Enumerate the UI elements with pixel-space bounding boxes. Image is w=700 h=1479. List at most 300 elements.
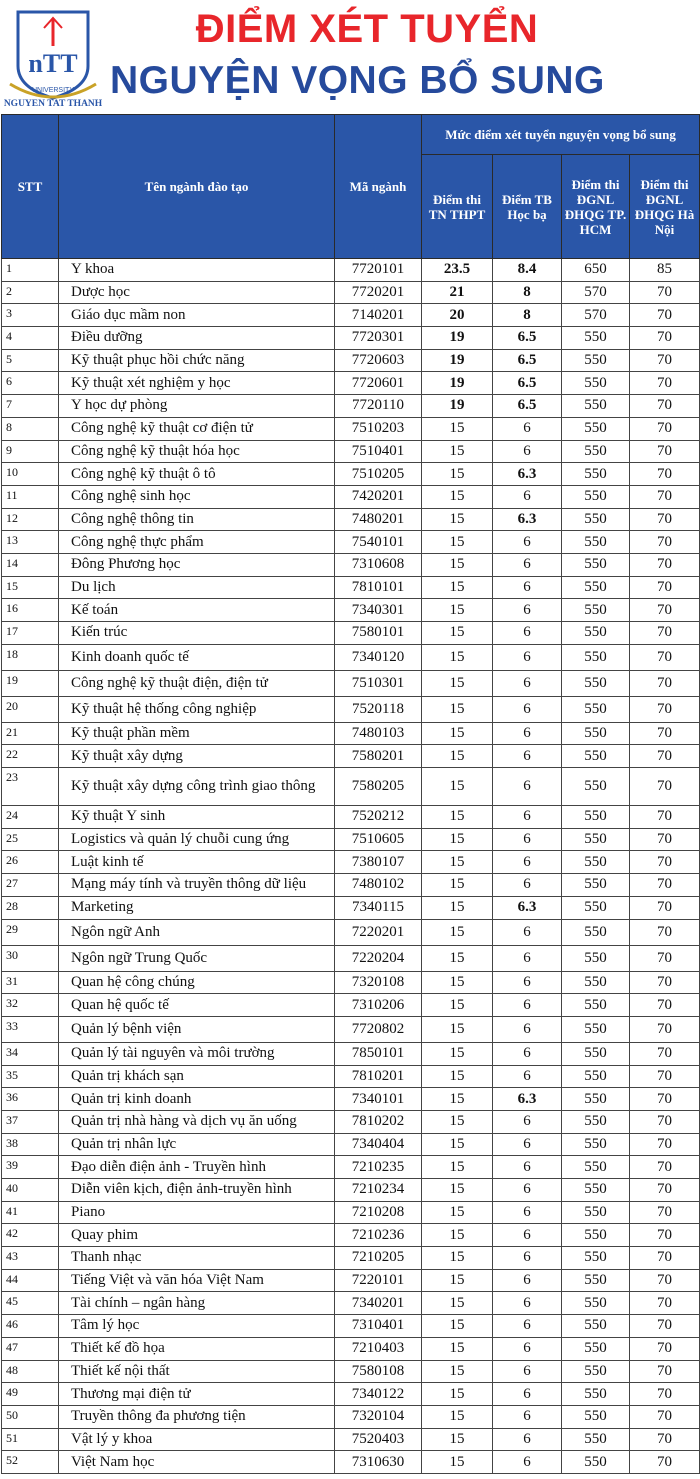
row-dgnl-hanoi: 70 [630,644,700,670]
row-hocba: 6.5 [493,349,562,372]
row-dgnl-hcm: 550 [562,874,630,897]
table-row [2,670,700,696]
row-name: Thanh nhạc [59,1247,335,1270]
row-dgnl-hanoi: 70 [630,851,700,874]
row-stt: 4 [2,327,59,350]
row-thpt: 23.5 [422,259,493,282]
row-name: Thương mại điện tử [59,1383,335,1406]
row-hocba: 6 [493,722,562,745]
row-thpt: 15 [422,896,493,919]
row-stt: 21 [2,722,59,745]
row-hocba: 6 [493,1201,562,1224]
row-hocba: 6 [493,1110,562,1133]
row-thpt: 15 [422,599,493,622]
row-dgnl-hanoi: 70 [630,994,700,1017]
row-dgnl-hcm: 550 [562,1179,630,1202]
row-thpt: 15 [422,1016,493,1042]
row-dgnl-hanoi: 70 [630,1179,700,1202]
header-hocba: Điểm TB Học bạ [493,155,562,259]
row-hocba: 6 [493,576,562,599]
row-thpt: 15 [422,670,493,696]
row-dgnl-hcm: 550 [562,1337,630,1360]
row-stt: 2 [2,281,59,304]
row-dgnl-hcm: 550 [562,1224,630,1247]
row-name: Thiết kế nội thất [59,1360,335,1383]
table-row [2,1337,700,1360]
row-code: 7340122 [335,1383,422,1406]
row-dgnl-hcm: 550 [562,372,630,395]
row-code: 7480201 [335,508,422,531]
row-thpt: 15 [422,1337,493,1360]
row-stt: 27 [2,874,59,897]
row-stt: 52 [2,1451,59,1474]
row-thpt: 15 [422,828,493,851]
row-code: 7340101 [335,1088,422,1111]
row-stt: 43 [2,1247,59,1270]
table-row [2,644,700,670]
table-row [2,768,700,806]
row-hocba: 6 [493,1383,562,1406]
row-thpt: 15 [422,1042,493,1065]
row-name: Kỹ thuật hệ thống công nghiệp [59,696,335,722]
row-code: 7210235 [335,1156,422,1179]
row-dgnl-hcm: 550 [562,1451,630,1474]
row-stt: 48 [2,1360,59,1383]
row-code: 7310401 [335,1315,422,1338]
row-stt: 15 [2,576,59,599]
row-name: Mạng máy tính và truyền thông dữ liệu [59,874,335,897]
row-dgnl-hanoi: 70 [630,395,700,418]
row-dgnl-hcm: 570 [562,281,630,304]
row-code: 7720603 [335,349,422,372]
row-name: Quản trị khách sạn [59,1065,335,1088]
row-stt: 44 [2,1269,59,1292]
row-dgnl-hanoi: 70 [630,1360,700,1383]
row-dgnl-hcm: 550 [562,485,630,508]
row-name: Luật kinh tế [59,851,335,874]
table-row [2,327,700,350]
row-name: Thiết kế đồ họa [59,1337,335,1360]
table-row [2,508,700,531]
row-name: Y khoa [59,259,335,282]
row-dgnl-hcm: 550 [562,994,630,1017]
row-dgnl-hcm: 550 [562,463,630,486]
logo-arc-text: UNIVERSITY [31,87,75,94]
row-code: 7310608 [335,553,422,576]
row-code: 7480103 [335,722,422,745]
row-dgnl-hanoi: 70 [630,1428,700,1451]
row-name: Quay phim [59,1224,335,1247]
row-code: 7510401 [335,440,422,463]
row-code: 7220204 [335,945,422,971]
row-code: 7580101 [335,622,422,645]
row-hocba: 6 [493,1042,562,1065]
row-hocba: 6 [493,971,562,994]
row-thpt: 15 [422,851,493,874]
row-code: 7510205 [335,463,422,486]
table-row [2,1383,700,1406]
row-thpt: 15 [422,874,493,897]
row-name: Quan hệ quốc tế [59,994,335,1017]
row-name: Kỹ thuật Y sinh [59,806,335,829]
row-code: 7510301 [335,670,422,696]
row-hocba: 6.5 [493,327,562,350]
row-dgnl-hcm: 550 [562,971,630,994]
row-stt: 32 [2,994,59,1017]
row-hocba: 6 [493,994,562,1017]
row-dgnl-hanoi: 70 [630,919,700,945]
row-hocba: 6.5 [493,395,562,418]
row-code: 7210236 [335,1224,422,1247]
table-row [2,417,700,440]
logo-monogram: nTT [28,49,78,78]
row-hocba: 6 [493,622,562,645]
row-stt: 29 [2,919,59,945]
row-name: Kỹ thuật phục hồi chức năng [59,349,335,372]
row-thpt: 15 [422,508,493,531]
table-row [2,259,700,282]
row-thpt: 15 [422,745,493,768]
table-row [2,1179,700,1202]
row-dgnl-hanoi: 70 [630,463,700,486]
table-row [2,971,700,994]
row-stt: 51 [2,1428,59,1451]
row-dgnl-hanoi: 70 [630,1451,700,1474]
row-dgnl-hanoi: 70 [630,327,700,350]
row-dgnl-hanoi: 70 [630,281,700,304]
row-name: Công nghệ sinh học [59,485,335,508]
row-dgnl-hanoi: 70 [630,553,700,576]
row-stt: 49 [2,1383,59,1406]
row-thpt: 19 [422,327,493,350]
row-stt: 24 [2,806,59,829]
admission-score-table [1,114,700,1474]
row-dgnl-hcm: 550 [562,722,630,745]
row-dgnl-hcm: 550 [562,945,630,971]
row-hocba: 6 [493,1269,562,1292]
row-stt: 3 [2,304,59,327]
row-code: 7420201 [335,485,422,508]
row-name: Công nghệ kỹ thuật ô tô [59,463,335,486]
row-name: Marketing [59,896,335,919]
row-name: Kỹ thuật xây dựng công trình giao thông [59,768,335,806]
row-name: Kỹ thuật xây dựng [59,745,335,768]
row-thpt: 15 [422,1088,493,1111]
row-hocba: 6 [493,1247,562,1270]
row-name: Công nghệ kỹ thuật điện, điện tử [59,670,335,696]
table-row [2,1156,700,1179]
row-hocba: 6 [493,874,562,897]
row-dgnl-hanoi: 70 [630,1224,700,1247]
row-code: 7580201 [335,745,422,768]
row-hocba: 6.3 [493,1088,562,1111]
row-dgnl-hanoi: 70 [630,485,700,508]
row-code: 7310630 [335,1451,422,1474]
table-row [2,576,700,599]
row-dgnl-hanoi: 70 [630,971,700,994]
row-code: 7220101 [335,1269,422,1292]
row-dgnl-hanoi: 70 [630,417,700,440]
row-stt: 20 [2,696,59,722]
row-dgnl-hanoi: 70 [630,1065,700,1088]
row-name: Tài chính – ngân hàng [59,1292,335,1315]
row-hocba: 6.3 [493,508,562,531]
row-stt: 40 [2,1179,59,1202]
row-thpt: 15 [422,553,493,576]
row-dgnl-hcm: 550 [562,670,630,696]
row-hocba: 6 [493,417,562,440]
row-thpt: 15 [422,1224,493,1247]
row-thpt: 15 [422,463,493,486]
row-hocba: 6 [493,1065,562,1088]
header-name: Tên ngành đào tạo [59,115,335,259]
row-stt: 39 [2,1156,59,1179]
row-dgnl-hanoi: 70 [630,622,700,645]
row-dgnl-hanoi: 70 [630,1315,700,1338]
row-name: Logistics và quản lý chuỗi cung ứng [59,828,335,851]
row-name: Tâm lý học [59,1315,335,1338]
table-row [2,1269,700,1292]
row-dgnl-hanoi: 85 [630,259,700,282]
row-hocba: 6 [493,1337,562,1360]
row-dgnl-hanoi: 70 [630,1337,700,1360]
table-row [2,919,700,945]
row-dgnl-hanoi: 70 [630,1292,700,1315]
row-dgnl-hcm: 550 [562,896,630,919]
header-dgnl-hcm: Điểm thi ĐGNL ĐHQG TP. HCM [562,155,630,259]
table-row [2,1065,700,1088]
table-row [2,828,700,851]
row-thpt: 15 [422,768,493,806]
table-row [2,1360,700,1383]
row-thpt: 15 [422,531,493,554]
row-dgnl-hcm: 550 [562,1110,630,1133]
row-dgnl-hcm: 550 [562,828,630,851]
row-name: Tiếng Việt và văn hóa Việt Nam [59,1269,335,1292]
row-stt: 35 [2,1065,59,1088]
row-name: Công nghệ thông tin [59,508,335,531]
table-row [2,994,700,1017]
row-stt: 10 [2,463,59,486]
row-hocba: 6 [493,1292,562,1315]
row-dgnl-hanoi: 70 [630,670,700,696]
row-name: Việt Nam học [59,1451,335,1474]
row-hocba: 8.4 [493,259,562,282]
row-stt: 47 [2,1337,59,1360]
row-stt: 46 [2,1315,59,1338]
table-row [2,945,700,971]
row-name: Diễn viên kịch, điện ảnh-truyền hình [59,1179,335,1202]
row-stt: 34 [2,1042,59,1065]
row-code: 7340301 [335,599,422,622]
row-stt: 19 [2,670,59,696]
row-hocba: 6 [493,919,562,945]
table-row [2,281,700,304]
table-row [2,1247,700,1270]
row-dgnl-hcm: 550 [562,851,630,874]
table-row [2,599,700,622]
row-thpt: 15 [422,440,493,463]
row-dgnl-hcm: 550 [562,1133,630,1156]
row-thpt: 15 [422,1360,493,1383]
row-name: Điều dưỡng [59,327,335,350]
row-code: 7810101 [335,576,422,599]
row-hocba: 8 [493,304,562,327]
row-thpt: 15 [422,1247,493,1270]
table-row [2,304,700,327]
row-hocba: 6 [493,599,562,622]
row-thpt: 15 [422,417,493,440]
row-thpt: 15 [422,806,493,829]
table-row [2,896,700,919]
row-hocba: 6 [493,768,562,806]
header-thpt: Điểm thi TN THPT [422,155,493,259]
row-dgnl-hcm: 550 [562,327,630,350]
row-stt: 30 [2,945,59,971]
row-code: 7210205 [335,1247,422,1270]
row-dgnl-hanoi: 70 [630,806,700,829]
row-thpt: 19 [422,395,493,418]
row-stt: 8 [2,417,59,440]
table-row [2,372,700,395]
row-hocba: 6 [493,1133,562,1156]
row-dgnl-hcm: 550 [562,1315,630,1338]
row-stt: 22 [2,745,59,768]
row-code: 7320104 [335,1405,422,1428]
row-dgnl-hanoi: 70 [630,1110,700,1133]
table-row [2,696,700,722]
row-code: 7210234 [335,1179,422,1202]
row-hocba: 8 [493,281,562,304]
row-dgnl-hanoi: 70 [630,896,700,919]
row-code: 7810201 [335,1065,422,1088]
row-stt: 12 [2,508,59,531]
table-row [2,395,700,418]
row-dgnl-hcm: 550 [562,440,630,463]
row-code: 7480102 [335,874,422,897]
row-dgnl-hanoi: 70 [630,531,700,554]
table-row [2,553,700,576]
row-dgnl-hanoi: 70 [630,1042,700,1065]
row-code: 7220201 [335,919,422,945]
row-dgnl-hanoi: 70 [630,440,700,463]
row-dgnl-hanoi: 70 [630,349,700,372]
row-thpt: 15 [422,622,493,645]
row-name: Công nghệ kỹ thuật cơ điện tử [59,417,335,440]
table-row [2,1292,700,1315]
row-dgnl-hanoi: 70 [630,874,700,897]
row-dgnl-hanoi: 70 [630,1247,700,1270]
row-stt: 41 [2,1201,59,1224]
row-stt: 5 [2,349,59,372]
row-thpt: 15 [422,1428,493,1451]
row-name: Kế toán [59,599,335,622]
row-dgnl-hcm: 550 [562,768,630,806]
page-header [0,0,700,114]
row-thpt: 15 [422,971,493,994]
table-row [2,806,700,829]
row-thpt: 15 [422,919,493,945]
row-hocba: 6 [493,531,562,554]
row-hocba: 6 [493,485,562,508]
row-hocba: 6.3 [493,463,562,486]
row-code: 7540101 [335,531,422,554]
row-name: Quản trị kinh doanh [59,1088,335,1111]
row-dgnl-hanoi: 70 [630,768,700,806]
row-dgnl-hcm: 570 [562,304,630,327]
row-name: Ngôn ngữ Anh [59,919,335,945]
row-stt: 31 [2,971,59,994]
row-thpt: 15 [422,1133,493,1156]
row-stt: 6 [2,372,59,395]
row-name: Đông Phương học [59,553,335,576]
row-thpt: 15 [422,1065,493,1088]
row-hocba: 6 [493,696,562,722]
row-stt: 50 [2,1405,59,1428]
row-code: 7340120 [335,644,422,670]
table-row [2,1110,700,1133]
logo-text: NGUYEN TAT THANH [4,99,102,109]
row-name: Đạo diễn điện ảnh - Truyền hình [59,1156,335,1179]
table-row [2,745,700,768]
row-code: 7510605 [335,828,422,851]
row-code: 7520118 [335,696,422,722]
row-code: 7720110 [335,395,422,418]
row-dgnl-hcm: 550 [562,553,630,576]
row-stt: 36 [2,1088,59,1111]
row-code: 7320108 [335,971,422,994]
row-hocba: 6.3 [493,896,562,919]
row-dgnl-hcm: 550 [562,1383,630,1406]
table-row [2,722,700,745]
row-thpt: 15 [422,485,493,508]
row-code: 7510203 [335,417,422,440]
row-thpt: 15 [422,1315,493,1338]
row-dgnl-hanoi: 70 [630,508,700,531]
table-row [2,531,700,554]
row-hocba: 6 [493,1360,562,1383]
title-line-1: ĐIỂM XÉT TUYỂN [195,7,539,51]
row-code: 7310206 [335,994,422,1017]
row-stt: 16 [2,599,59,622]
row-dgnl-hanoi: 70 [630,745,700,768]
row-stt: 28 [2,896,59,919]
row-thpt: 21 [422,281,493,304]
row-code: 7720301 [335,327,422,350]
row-dgnl-hanoi: 70 [630,1383,700,1406]
row-dgnl-hanoi: 70 [630,1269,700,1292]
row-stt: 11 [2,485,59,508]
row-stt: 7 [2,395,59,418]
row-dgnl-hcm: 550 [562,576,630,599]
row-dgnl-hanoi: 70 [630,696,700,722]
row-code: 7340115 [335,896,422,919]
row-hocba: 6 [493,806,562,829]
table-row [2,1201,700,1224]
row-dgnl-hcm: 550 [562,1428,630,1451]
row-dgnl-hcm: 550 [562,806,630,829]
row-thpt: 15 [422,994,493,1017]
row-thpt: 15 [422,1179,493,1202]
row-dgnl-hanoi: 70 [630,1088,700,1111]
table-row [2,440,700,463]
row-dgnl-hcm: 550 [562,919,630,945]
row-dgnl-hcm: 550 [562,1016,630,1042]
row-hocba: 6 [493,644,562,670]
table-row [2,1405,700,1428]
row-name: Kỹ thuật phần mềm [59,722,335,745]
row-dgnl-hcm: 550 [562,1247,630,1270]
